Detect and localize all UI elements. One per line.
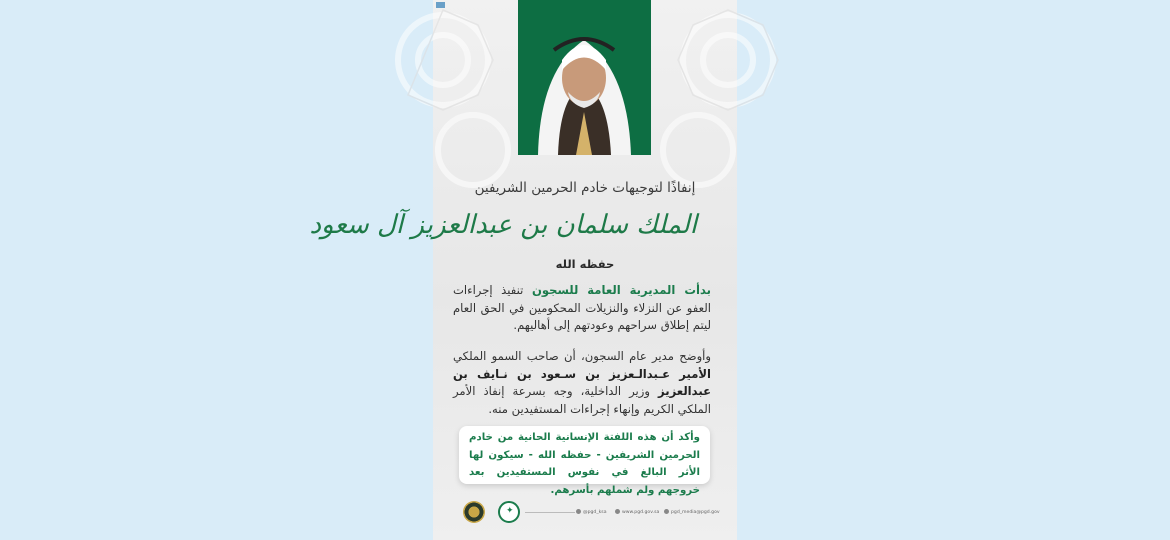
twitter-icon xyxy=(576,509,581,514)
footer-divider xyxy=(525,512,575,513)
website-url: www.pgd.gov.sa xyxy=(622,510,660,515)
paragraph-1-text: تنفيذ إجراءات العفو عن النزلاء والنزيلات المحكومين في الحق العام ليتم إطلاق سراحهم وعودتهم إلى أهاليهم. xyxy=(453,283,711,333)
prisons-directorate-logo-icon xyxy=(463,501,485,523)
paragraph-2-lead: وأوضح مدير عام السجون، أن صاحب السمو الملكي xyxy=(453,349,711,363)
king-portrait-image xyxy=(518,0,651,155)
king-name-calligraphy: الملك سلمان بن عبدالعزيز آل سعود xyxy=(309,210,697,240)
heading-text: إنفاذًا لتوجيهات خادم الحرمين الشريفين xyxy=(474,180,696,196)
quote-card xyxy=(459,426,710,496)
quote-text: وأكد أن هذه اللفتة الإنسانية الحانية من خادم الحرمين الشريفين - حفظه الله - سيكون لها الأثر البالغ في نفوس المستفيدين بعد خروجهم ولم شملهم بأسرهم. xyxy=(469,432,700,496)
paragraph-2-text: وزير الداخلية، وجه بسرعة إنفاذ الأمر الملكي الكريم وإنهاء إجراءات المستفيدين منه. xyxy=(453,384,711,416)
paragraph-2-name: الأمير عـبدالـعزيز بن سـعود بن نـايف بن عبدالعزيز xyxy=(453,366,711,399)
prayer-text: حفظه الله xyxy=(555,257,615,271)
corner-logo-mark xyxy=(436,2,445,8)
website-contact[interactable] xyxy=(615,509,659,515)
twitter-handle: @pgd_ksa xyxy=(583,510,607,515)
email-address: pgd_media@pgd.gov xyxy=(671,510,720,515)
paragraph-2 xyxy=(453,348,711,418)
paragraph-1 xyxy=(453,282,711,335)
globe-icon xyxy=(615,509,620,514)
footer xyxy=(433,497,737,529)
twitter-contact[interactable] xyxy=(576,509,607,515)
paragraph-1-highlight: بدأت المديرية العامة للسجون xyxy=(531,283,711,297)
announcement-poster xyxy=(309,0,737,540)
ministry-interior-logo-icon: ✦ xyxy=(498,501,520,523)
mail-icon xyxy=(664,509,669,514)
email-contact[interactable] xyxy=(664,509,720,515)
